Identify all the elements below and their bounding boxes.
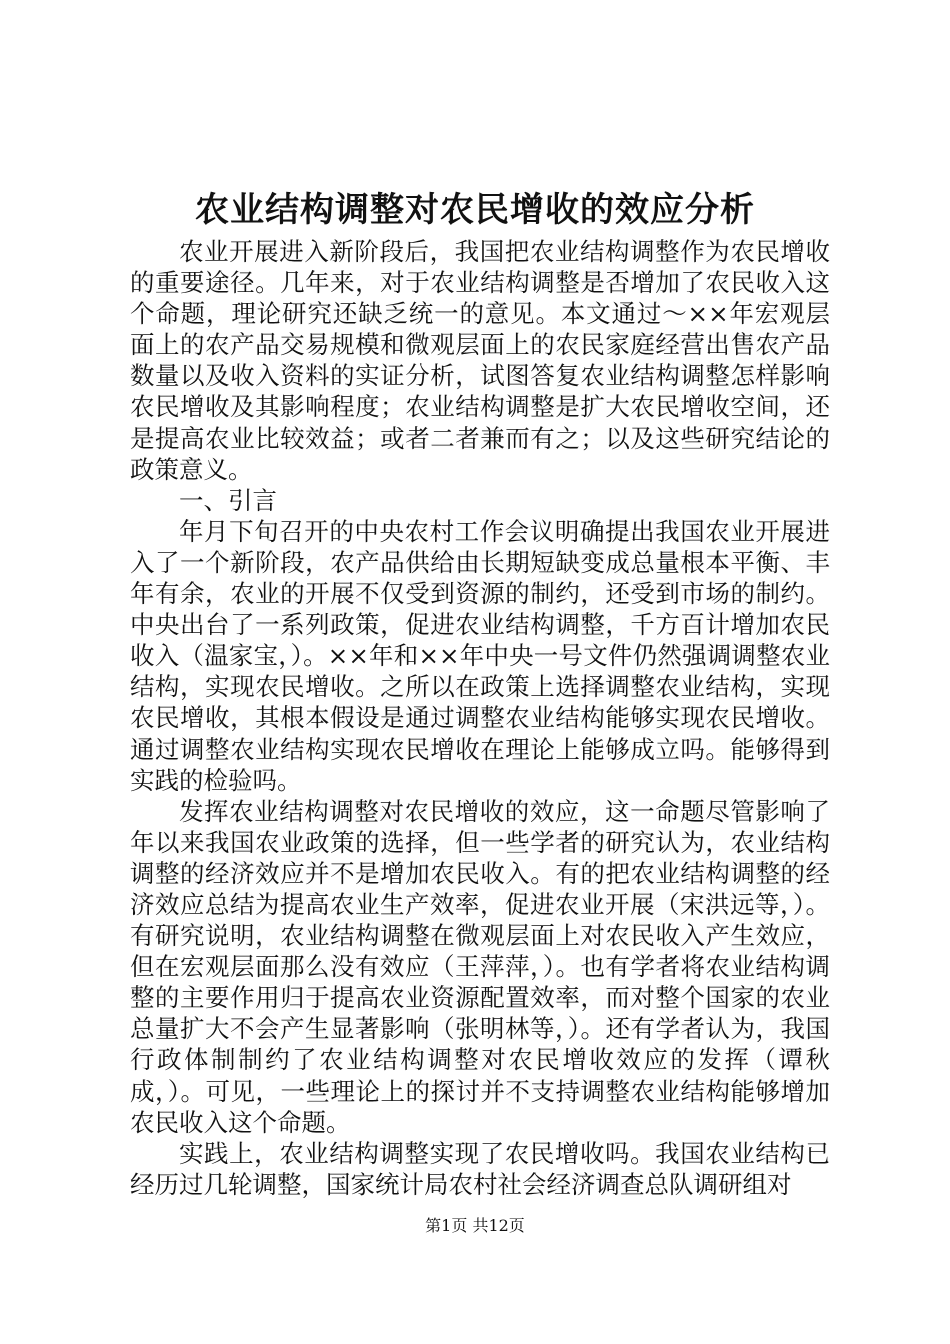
paragraph-intro-2: 发挥农业结构调整对农民增收的效应，这一命题尽管影响了年以来我国农业政策的选择，但一些学者的研究认为，农业结构调整的经济效应并不是增加农民收入。有的把农业结构调整的经济效应总结为提高农业生产效率，促进农业开展（宋洪远等，）。有研究说明，农业结构调整在微观层面上对农民收入产生效应，但在宏观层面那么没有效应（王萍萍，）。也有学者将农业结构调整的主要作用归于提高农业资源配置效率，而对整个国家的农业总量扩大不会产生显著影响（张明林等，）。还有学者认为，我国行政体制制约了农业结构调整对农民增收效应的发挥（谭秋成，）。可见，一些理论上的探讨并不支持调整农业结构能够增加农民收入这个命题。 — [130, 796, 830, 1137]
paragraph-intro-1: 年月下旬召开的中央农村工作会议明确提出我国农业开展进入了一个新阶段，农产品供给由长期短缺变成总量根本平衡、丰年有余，农业的开展不仅受到资源的制约，还受到市场的制约。中央出台了一系列政策，促进农业结构调整，千方百计增加农民收入（温家宝，）。××年和××年中央一号文件仍然强调调整农业结构，实现农民增收。之所以在政策上选择调整农业结构，实现农民增收，其根本假设是通过调整农业结构能够实现农民增收。通过调整农业结构实现农民增收在理论上能够成立吗。能够得到实践的检验吗。 — [130, 516, 830, 795]
document-title: 农业结构调整对农民增收的效应分析 — [195, 190, 755, 230]
document-body — [130, 236, 830, 1200]
section-heading-introduction: 一、引言 — [179, 485, 277, 515]
paragraph-intro-3: 实践上，农业结构调整实现了农民增收吗。我国农业结构已经历过几轮调整，国家统计局农村社会经济调查总队调研组对 — [130, 1138, 830, 1199]
page-number-footer: 第1页 共12页 — [425, 1216, 525, 1235]
paragraph-abstract: 农业开展进入新阶段后，我国把农业结构调整作为农民增收的重要途径。几年来，对于农业结构调整是否增加了农民收入这个命题，理论研究还缺乏统一的意见。本文通过～××年宏观层面上的农产品交易规模和微观层面上的农民家庭经营出售农产品数量以及收入资料的实证分析，试图答复农业结构调整怎样影响农民增收及其影响程度；农业结构调整是扩大农民增收空间，还是提高农业比较效益；或者二者兼而有之；以及这些研究结论的政策意义。 — [130, 237, 830, 484]
